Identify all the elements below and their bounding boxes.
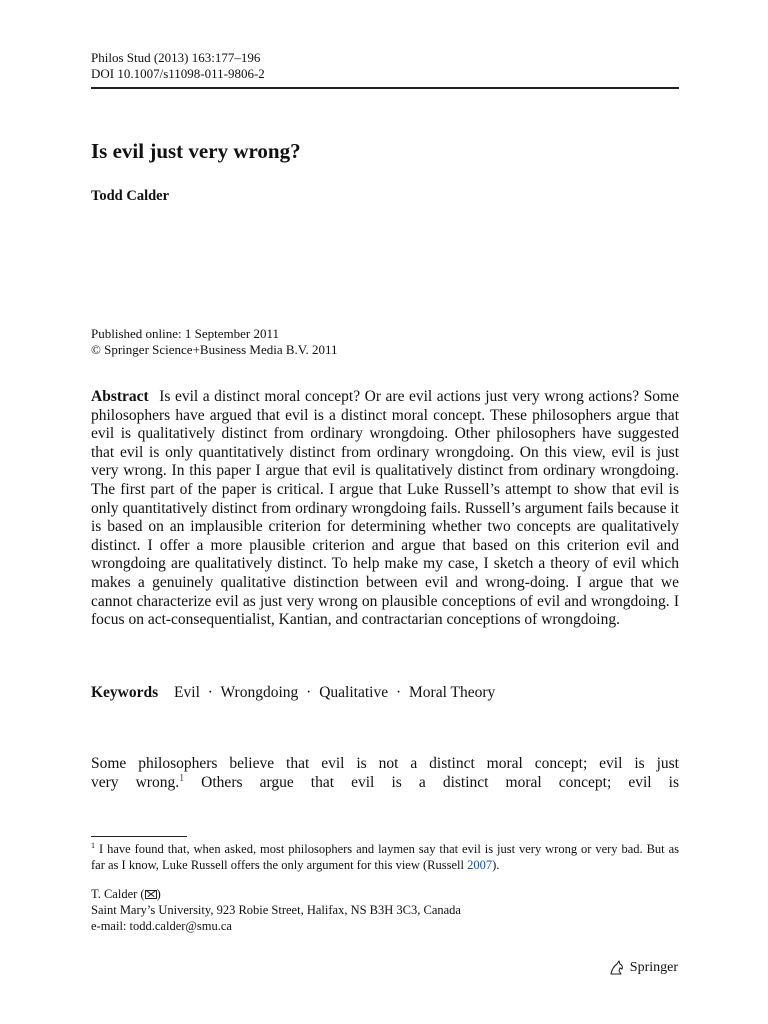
contact-name-close: ) — [156, 887, 161, 901]
contact-name: T. Calder ( — [91, 887, 145, 901]
publication-info — [91, 326, 338, 358]
keywords — [91, 683, 495, 702]
author-contact — [91, 886, 461, 934]
envelope-icon — [145, 890, 157, 899]
contact-name-line — [91, 886, 461, 902]
footnote-number: 1 — [91, 840, 95, 850]
citation-link[interactable]: 2007 — [467, 858, 493, 872]
journal-header — [91, 50, 265, 82]
publisher-mark — [608, 958, 678, 978]
body-line-end: Others argue that evil is a distinct moral concept; evil is — [184, 774, 679, 791]
body-text — [91, 754, 679, 792]
footnote-text: I have found that, when asked, most philosophers and laymen say that evil is just very wrong or very bad. But as far as I know, Luke Russell offers the only argument for this view (Russell — [91, 842, 679, 872]
journal-citation: Philos Stud (2013) 163:177–196 — [91, 50, 261, 65]
author-name: Todd Calder — [91, 188, 170, 204]
contact-address: Saint Mary’s University, 923 Robie Street, Halifax, NS B3H 3C3, Canada — [91, 903, 461, 917]
keyword: Moral Theory — [409, 684, 496, 701]
body-line-start: very wrong. — [91, 774, 180, 791]
springer-horse-icon — [608, 959, 626, 977]
body-line: Some philosophers believe that evil is not a distinct moral concept; evil is just — [91, 755, 679, 772]
footnote-rule — [91, 836, 187, 837]
keyword: Evil — [174, 684, 200, 701]
keyword: Qualitative — [319, 684, 389, 701]
doi: DOI 10.1007/s11098-011-9806-2 — [91, 66, 265, 81]
publisher-name: Springer — [629, 960, 678, 975]
body-line — [91, 773, 679, 792]
footnote-text-end: ). — [492, 858, 500, 872]
published-online: Published online: 1 September 2011 — [91, 326, 279, 341]
keyword-separator: · — [306, 684, 312, 701]
paper-title: Is evil just very wrong? — [91, 139, 301, 163]
abstract-label: Abstract — [91, 388, 149, 405]
footnote — [91, 841, 679, 873]
copyright: © Springer Science+Business Media B.V. 2011 — [91, 342, 338, 357]
abstract — [91, 388, 679, 630]
keyword-separator: · — [207, 684, 213, 701]
keywords-label: Keywords — [91, 684, 159, 701]
keyword: Wrongdoing — [220, 684, 299, 701]
contact-email[interactable]: e-mail: todd.calder@smu.ca — [91, 919, 232, 933]
footnote-reference[interactable]: 1 — [179, 772, 185, 784]
abstract-text: Is evil a distinct moral concept? Or are evil actions just very wrong actions? Some philosophers have argued that evil is a distinct moral concept. These philosophers argue that evil is qualitatively distinct from ordinary wrongdoing. Other philosophers have suggested that evil is only quantitatively distinct from ordinary wrongdoing. On this view, evil is just very wrong. In this paper I argue that evil is qualitatively distinct from ordinary wrongdoing. The first part of the paper is critical. I argue that Luke Russell’s attempt to show that evil is only quantitatively distinct from ordinary wrongdoing fails. Russell’s argument fails because it is based on an implausible criterion for determining whether two concepts are qualitatively distinct. I offer a more plausible criterion and argue that based on this criterion evil and wrongdoing are qualitatively distinct. To help make my case, I sketch a theory of evil which makes a genuinely qualitative distinction between evil and wrong-doing. I argue that we cannot characterize evil as just very wrong on plausible conceptions of evil and wrongdoing. I focus on act-consequentialist, Kantian, and contractarian conceptions of wrongdoing. — [91, 388, 679, 629]
keyword-separator: · — [395, 684, 402, 701]
header-rule — [91, 87, 679, 89]
